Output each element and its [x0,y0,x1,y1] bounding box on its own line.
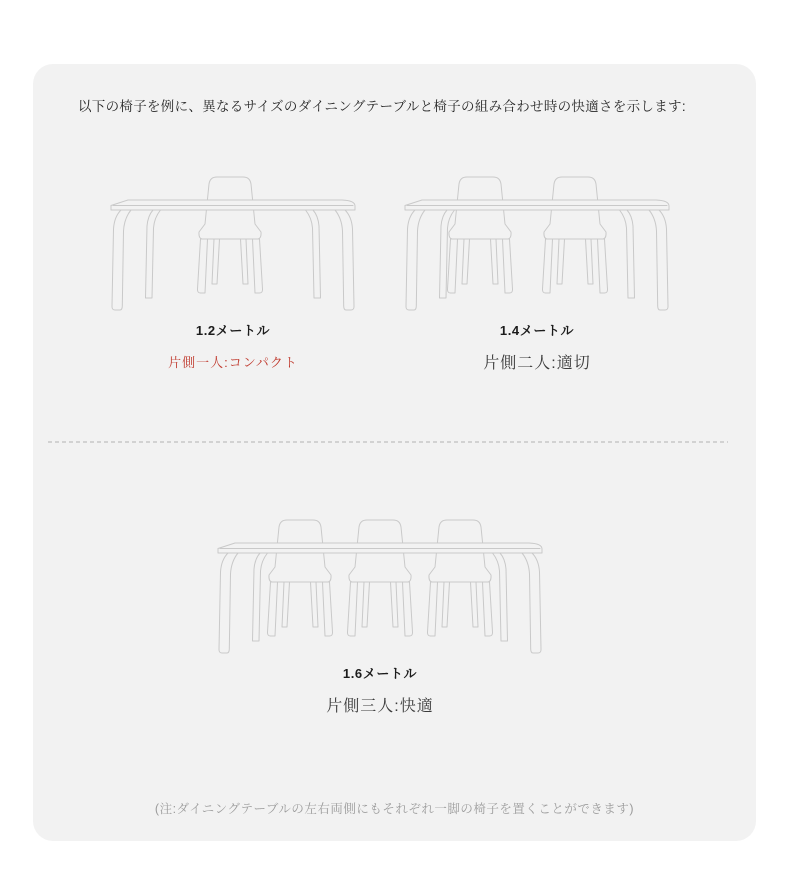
panel-heading: 以下の椅子を例に、異なるサイズのダイニングテーブルと椅子の組み合わせ時の快適さを示します: [78,99,686,114]
table-one-chair-illustration [108,176,358,316]
figure-table-1-2m [108,176,358,371]
dashed-divider [48,441,728,443]
table-three-chairs-illustration [215,519,545,659]
comfort-caption: 片側二人:適切 [483,355,591,372]
table-size-label: 1.2メートル [195,323,271,338]
table-size-label: 1.4メートル [499,323,575,338]
footnote: (注:ダイニングテーブルの左右両側にもそれぞれ一脚の椅子を置くことができます) [154,802,635,816]
figure-table-1-6m [215,519,545,716]
table-size-label: 1.6メートル [342,666,418,681]
comfort-caption: 片側三人:快適 [326,698,434,715]
comfort-caption: 片側一人:コンパクト [168,355,298,370]
table-two-chairs-illustration [402,176,672,316]
info-panel [33,64,756,841]
figure-table-1-4m [402,176,672,373]
